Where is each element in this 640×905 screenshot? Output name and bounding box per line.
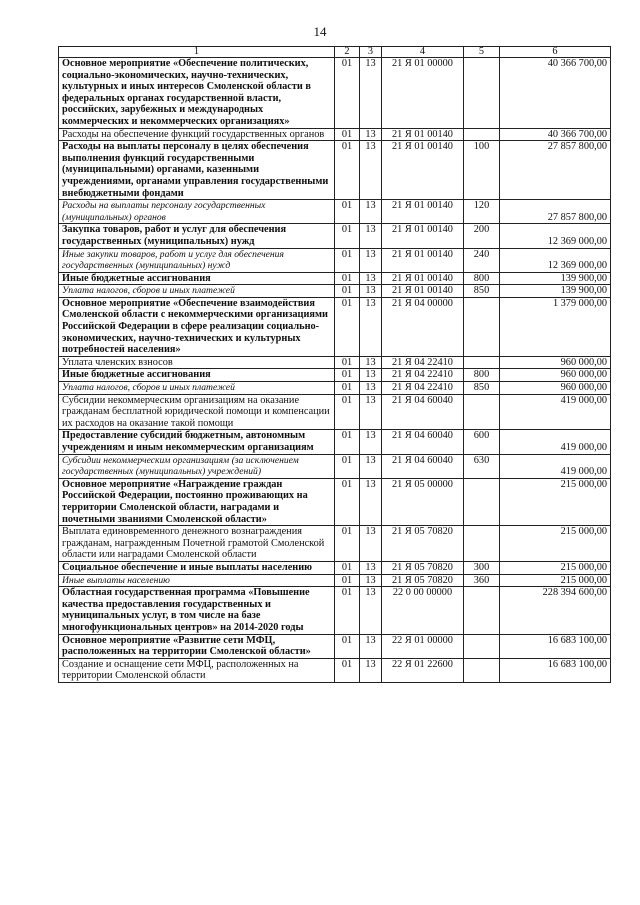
row-name-cell: Основное мероприятие «Развитие сети МФЦ, расположенных на территории Смоленской области» xyxy=(59,634,335,658)
expense-type-cell: 850 xyxy=(464,285,500,298)
row-name-cell: Социальное обеспечение и иные выплаты населению xyxy=(59,561,335,574)
expense-type-cell xyxy=(464,58,500,129)
amount-cell: 27 857 800,00 xyxy=(500,200,611,224)
expense-type-cell xyxy=(464,394,500,430)
table-row xyxy=(59,478,611,525)
table-row xyxy=(59,454,611,478)
row-name-cell: Субсидии некоммерческим организациям (за исключением государственных (муниципальных) учреждений) xyxy=(59,454,335,478)
expense-type-cell: 200 xyxy=(464,224,500,248)
subsection-code-cell: 13 xyxy=(360,128,382,141)
expense-type-cell: 630 xyxy=(464,454,500,478)
header-col-5: 5 xyxy=(464,47,500,58)
expense-type-cell xyxy=(464,478,500,525)
target-article-cell: 21 Я 01 00000 xyxy=(382,58,464,129)
expense-type-cell xyxy=(464,128,500,141)
table-row xyxy=(59,394,611,430)
amount-cell: 1 379 000,00 xyxy=(500,297,611,356)
table-row xyxy=(59,285,611,298)
page-number: 14 xyxy=(313,24,327,39)
row-name-cell: Уплата налогов, сборов и иных платежей xyxy=(59,285,335,298)
subsection-code-cell: 13 xyxy=(360,634,382,658)
row-name-cell: Уплата налогов, сборов и иных платежей xyxy=(59,382,335,395)
subsection-code-cell: 13 xyxy=(360,224,382,248)
header-col-2: 2 xyxy=(335,47,360,58)
expense-type-cell xyxy=(464,658,500,682)
table-row xyxy=(59,200,611,224)
expense-type-cell: 360 xyxy=(464,574,500,587)
section-code-cell: 01 xyxy=(335,382,360,395)
row-name-cell: Иные закупки товаров, работ и услуг для обеспечения государственных (муниципальных) нужд xyxy=(59,248,335,272)
section-code-cell: 01 xyxy=(335,587,360,634)
row-name-cell: Областная государственная программа «Повышение качества предоставления государственных и муниципальных услуг, в том числе на базе многофункциональных центров» на 2014-2020 годы xyxy=(59,587,335,634)
expense-type-cell: 800 xyxy=(464,369,500,382)
subsection-code-cell: 13 xyxy=(360,454,382,478)
row-name-cell: Основное мероприятие «Награждение граждан Российской Федерации, постоянно проживающих на территории Смоленской области, наградами и почетными званиями Смоленской области» xyxy=(59,478,335,525)
table-row xyxy=(59,561,611,574)
amount-cell: 40 366 700,00 xyxy=(500,58,611,129)
table-row xyxy=(59,430,611,454)
table-row xyxy=(59,369,611,382)
section-code-cell: 01 xyxy=(335,224,360,248)
target-article-cell: 21 Я 04 22410 xyxy=(382,382,464,395)
amount-cell: 16 683 100,00 xyxy=(500,634,611,658)
table-header-row xyxy=(59,47,611,58)
subsection-code-cell: 13 xyxy=(360,658,382,682)
target-article-cell: 21 Я 01 00140 xyxy=(382,224,464,248)
subsection-code-cell: 13 xyxy=(360,141,382,200)
subsection-code-cell: 13 xyxy=(360,430,382,454)
row-name-cell: Расходы на выплаты персоналу государственных (муниципальных) органов xyxy=(59,200,335,224)
expense-type-cell: 850 xyxy=(464,382,500,395)
section-code-cell: 01 xyxy=(335,285,360,298)
section-code-cell: 01 xyxy=(335,478,360,525)
expense-type-cell: 100 xyxy=(464,141,500,200)
section-code-cell: 01 xyxy=(335,297,360,356)
table-row xyxy=(59,58,611,129)
target-article-cell: 21 Я 04 00000 xyxy=(382,297,464,356)
amount-cell: 139 900,00 xyxy=(500,272,611,285)
expense-type-cell: 300 xyxy=(464,561,500,574)
table-row xyxy=(59,248,611,272)
expense-type-cell: 120 xyxy=(464,200,500,224)
section-code-cell: 01 xyxy=(335,248,360,272)
subsection-code-cell: 13 xyxy=(360,369,382,382)
table-row xyxy=(59,128,611,141)
header-col-4: 4 xyxy=(382,47,464,58)
section-code-cell: 01 xyxy=(335,634,360,658)
subsection-code-cell: 13 xyxy=(360,356,382,369)
row-name-cell: Субсидии некоммерческим организациям на оказание гражданам бесплатной юридической помощи и компенсации их расходов на оказание такой помощи xyxy=(59,394,335,430)
table-row xyxy=(59,297,611,356)
target-article-cell: 21 Я 05 70820 xyxy=(382,574,464,587)
table-row xyxy=(59,272,611,285)
amount-cell: 215 000,00 xyxy=(500,561,611,574)
target-article-cell: 22 0 00 00000 xyxy=(382,587,464,634)
subsection-code-cell: 13 xyxy=(360,285,382,298)
table-body xyxy=(59,58,611,683)
row-name-cell: Иные бюджетные ассигнования xyxy=(59,272,335,285)
expense-type-cell xyxy=(464,356,500,369)
expense-type-cell xyxy=(464,526,500,562)
subsection-code-cell: 13 xyxy=(360,297,382,356)
amount-cell: 960 000,00 xyxy=(500,356,611,369)
table-row xyxy=(59,356,611,369)
target-article-cell: 21 Я 05 00000 xyxy=(382,478,464,525)
section-code-cell: 01 xyxy=(335,356,360,369)
target-article-cell: 22 Я 01 00000 xyxy=(382,634,464,658)
table-row xyxy=(59,141,611,200)
row-name-cell: Предоставление субсидий бюджетным, автономным учреждениям и иным некоммерческим организациям xyxy=(59,430,335,454)
expense-type-cell: 800 xyxy=(464,272,500,285)
target-article-cell: 21 Я 01 00140 xyxy=(382,141,464,200)
section-code-cell: 01 xyxy=(335,574,360,587)
subsection-code-cell: 13 xyxy=(360,272,382,285)
target-article-cell: 21 Я 05 70820 xyxy=(382,526,464,562)
section-code-cell: 01 xyxy=(335,141,360,200)
row-name-cell: Расходы на обеспечение функций государственных органов xyxy=(59,128,335,141)
section-code-cell: 01 xyxy=(335,658,360,682)
subsection-code-cell: 13 xyxy=(360,248,382,272)
amount-cell: 215 000,00 xyxy=(500,526,611,562)
target-article-cell: 21 Я 04 60040 xyxy=(382,394,464,430)
target-article-cell: 21 Я 04 22410 xyxy=(382,369,464,382)
target-article-cell: 21 Я 05 70820 xyxy=(382,561,464,574)
amount-cell: 419 000,00 xyxy=(500,454,611,478)
amount-cell: 12 369 000,00 xyxy=(500,248,611,272)
subsection-code-cell: 13 xyxy=(360,587,382,634)
section-code-cell: 01 xyxy=(335,561,360,574)
target-article-cell: 21 Я 04 22410 xyxy=(382,356,464,369)
section-code-cell: 01 xyxy=(335,454,360,478)
header-col-6: 6 xyxy=(500,47,611,58)
subsection-code-cell: 13 xyxy=(360,58,382,129)
amount-cell: 228 394 600,00 xyxy=(500,587,611,634)
row-name-cell: Основное мероприятие «Обеспечение взаимодействия Смоленской области с некоммерческими организациями Российской Федерации в сфере реализации социально-экономических, научно-технических и культурных потребностей населения» xyxy=(59,297,335,356)
section-code-cell: 01 xyxy=(335,272,360,285)
subsection-code-cell: 13 xyxy=(360,561,382,574)
header-col-1: 1 xyxy=(59,47,335,58)
amount-cell: 40 366 700,00 xyxy=(500,128,611,141)
target-article-cell: 22 Я 01 22600 xyxy=(382,658,464,682)
header-col-3: 3 xyxy=(360,47,382,58)
section-code-cell: 01 xyxy=(335,58,360,129)
section-code-cell: 01 xyxy=(335,128,360,141)
target-article-cell: 21 Я 01 00140 xyxy=(382,128,464,141)
amount-cell: 27 857 800,00 xyxy=(500,141,611,200)
expense-type-cell xyxy=(464,297,500,356)
expense-type-cell xyxy=(464,587,500,634)
subsection-code-cell: 13 xyxy=(360,382,382,395)
subsection-code-cell: 13 xyxy=(360,200,382,224)
table-row xyxy=(59,382,611,395)
target-article-cell: 21 Я 04 60040 xyxy=(382,454,464,478)
amount-cell: 215 000,00 xyxy=(500,478,611,525)
section-code-cell: 01 xyxy=(335,430,360,454)
row-name-cell: Уплата членских взносов xyxy=(59,356,335,369)
subsection-code-cell: 13 xyxy=(360,478,382,525)
subsection-code-cell: 13 xyxy=(360,574,382,587)
row-name-cell: Иные выплаты населению xyxy=(59,574,335,587)
target-article-cell: 21 Я 01 00140 xyxy=(382,200,464,224)
amount-cell: 419 000,00 xyxy=(500,430,611,454)
row-name-cell: Расходы на выплаты персоналу в целях обеспечения выполнения функций государственными (муниципальными) органами, казенными учреждениями, органами управления государственными внебюджетными фондами xyxy=(59,141,335,200)
table-row xyxy=(59,526,611,562)
row-name-cell: Создание и оснащение сети МФЦ, расположенных на территории Смоленской области xyxy=(59,658,335,682)
row-name-cell: Иные бюджетные ассигнования xyxy=(59,369,335,382)
expense-type-cell: 240 xyxy=(464,248,500,272)
row-name-cell: Основное мероприятие «Обеспечение политических, социально-экономических, научно-технических, культурных и иных интересов Смоленской области в федеральных органах государственной власти, российских, зарубежных и международных коммерческих и некоммерческих организациях» xyxy=(59,58,335,129)
section-code-cell: 01 xyxy=(335,200,360,224)
row-name-cell: Закупка товаров, работ и услуг для обеспечения государственных (муниципальных) нужд xyxy=(59,224,335,248)
subsection-code-cell: 13 xyxy=(360,526,382,562)
target-article-cell: 21 Я 01 00140 xyxy=(382,285,464,298)
amount-cell: 16 683 100,00 xyxy=(500,658,611,682)
amount-cell: 960 000,00 xyxy=(500,382,611,395)
table-row xyxy=(59,574,611,587)
subsection-code-cell: 13 xyxy=(360,394,382,430)
table-row xyxy=(59,658,611,682)
amount-cell: 215 000,00 xyxy=(500,574,611,587)
amount-cell: 960 000,00 xyxy=(500,369,611,382)
amount-cell: 12 369 000,00 xyxy=(500,224,611,248)
table-row xyxy=(59,587,611,634)
expense-type-cell: 600 xyxy=(464,430,500,454)
budget-table xyxy=(58,46,611,683)
amount-cell: 139 900,00 xyxy=(500,285,611,298)
table-row xyxy=(59,634,611,658)
target-article-cell: 21 Я 04 60040 xyxy=(382,430,464,454)
section-code-cell: 01 xyxy=(335,369,360,382)
section-code-cell: 01 xyxy=(335,394,360,430)
target-article-cell: 21 Я 01 00140 xyxy=(382,248,464,272)
row-name-cell: Выплата единовременного денежного вознаграждения гражданам, награжденным Почетной грамотой Смоленской области или наградами Смоленской области xyxy=(59,526,335,562)
expense-type-cell xyxy=(464,634,500,658)
amount-cell: 419 000,00 xyxy=(500,394,611,430)
section-code-cell: 01 xyxy=(335,526,360,562)
target-article-cell: 21 Я 01 00140 xyxy=(382,272,464,285)
table-row xyxy=(59,224,611,248)
